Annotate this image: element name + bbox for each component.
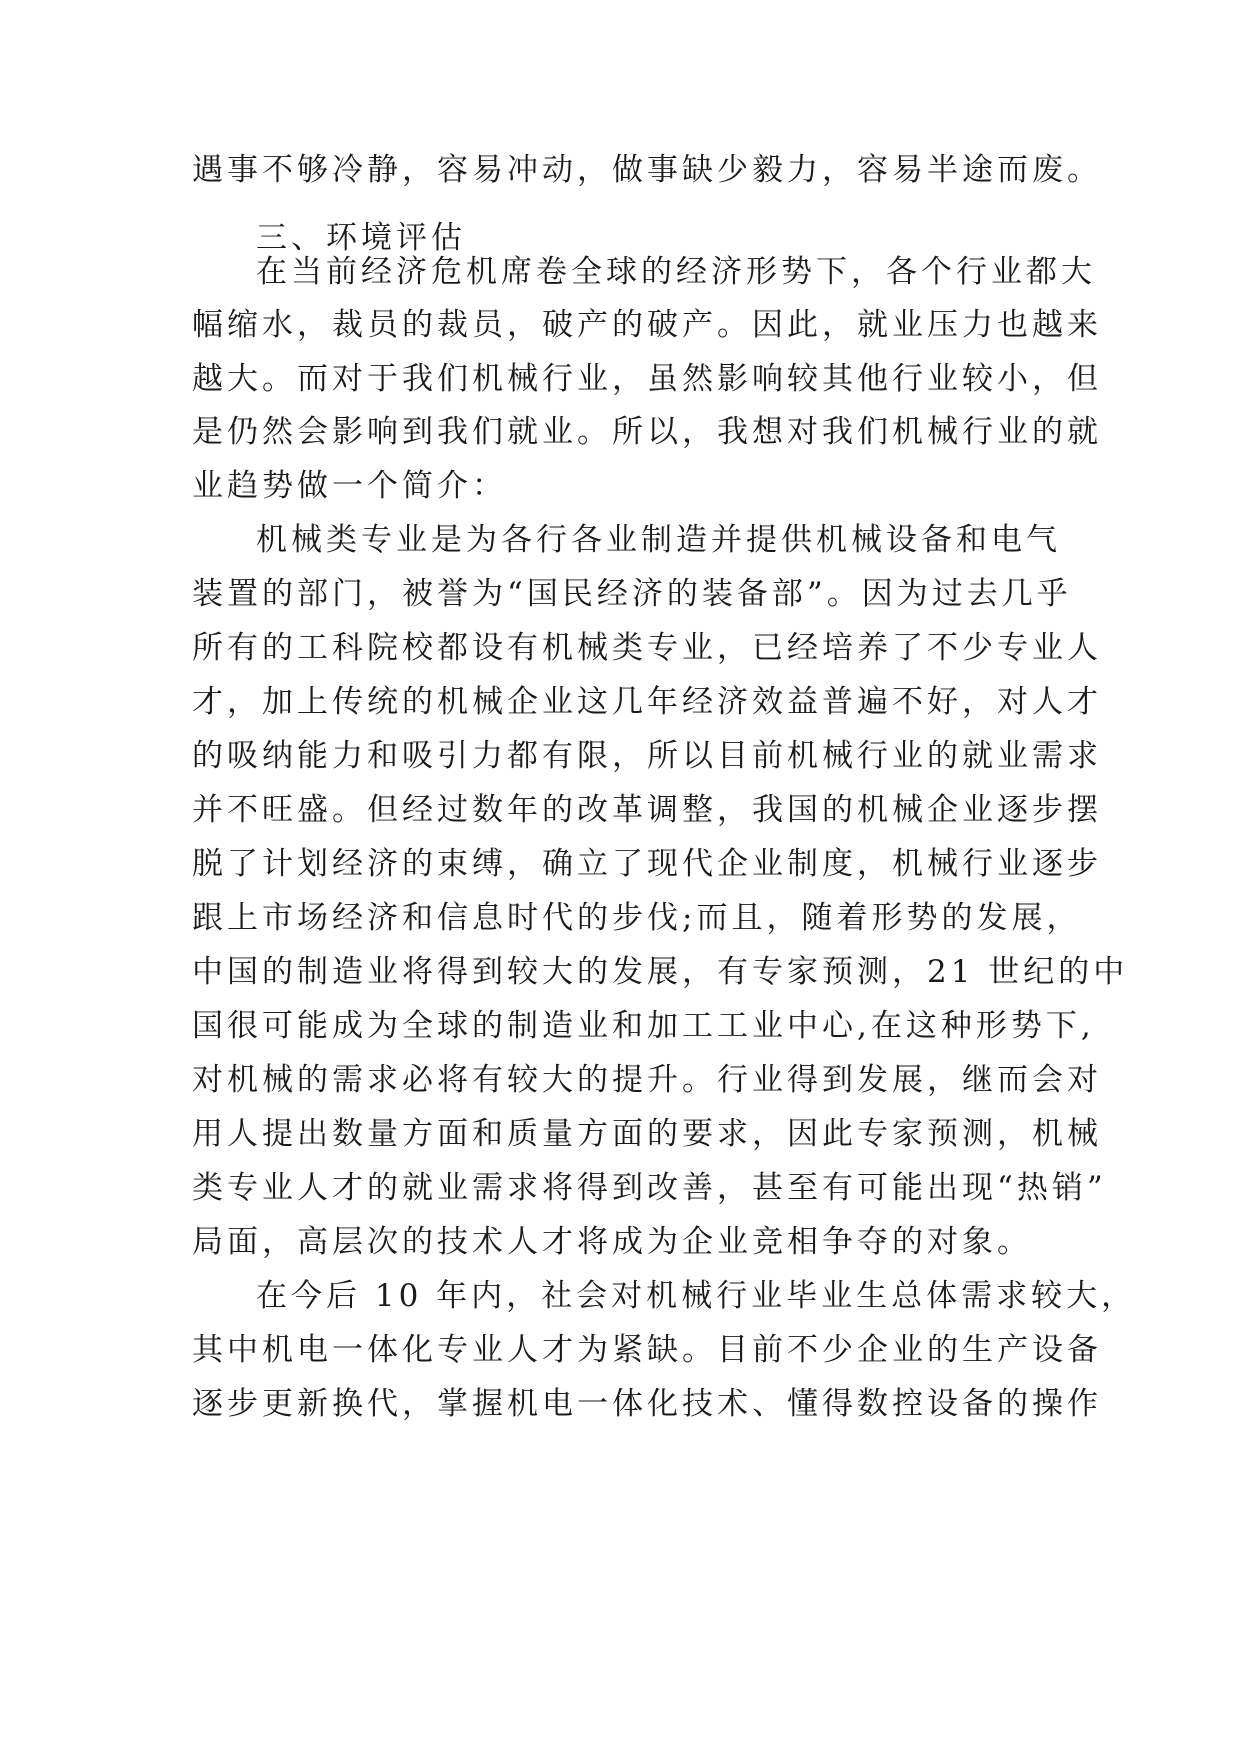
text-line-15: 跟上市场经济和信息时代的步伐;而且，随着形势的发展， (192, 900, 1082, 936)
text-line-7: 业趋势做一个简介： (192, 468, 507, 504)
text-line-6: 是仍然会影响到我们就业。所以，我想对我们机械行业的就 (192, 414, 1102, 450)
text-line-8: 机械类专业是为各行各业制造并提供机械设备和电气 (256, 522, 1061, 558)
text-line-23: 其中机电一体化专业人才为紧缺。目前不少企业的生产设备 (192, 1332, 1102, 1368)
text-line-17: 国很可能成为全球的制造业和加工工业中心,在这种形势下, (192, 1008, 1095, 1044)
text-line-18: 对机械的需求必将有较大的提升。行业得到发展，继而会对 (192, 1062, 1102, 1098)
text-line-1: 遇事不够冷静，容易冲动，做事缺少毅力，容易半途而废。 (192, 152, 1102, 188)
text-line-24: 逐步更新换代，掌握机电一体化技术、懂得数控设备的操作 (192, 1386, 1102, 1422)
text-line-14: 脱了计划经济的束缚，确立了现代企业制度，机械行业逐步 (192, 846, 1102, 882)
text-line-5: 越大。而对于我们机械行业，虽然影响较其他行业较小，但 (192, 361, 1102, 397)
text-line-4: 幅缩水，裁员的裁员，破产的破产。因此，就业压力也越来 (192, 307, 1102, 343)
text-line-9: 装置的部门，被誉为“国民经济的装备部”。因为过去几乎 (192, 576, 1072, 612)
text-line-3: 在当前经济危机席卷全球的经济形势下，各个行业都大 (256, 254, 1096, 290)
text-line-20: 类专业人才的就业需求将得到改善，甚至有可能出现“热销” (192, 1170, 1107, 1206)
text-line-11: 才，加上传统的机械企业这几年经济效益普遍不好，对人才 (192, 684, 1102, 720)
text-line-12: 的吸纳能力和吸引力都有限，所以目前机械行业的就业需求 (192, 738, 1102, 774)
section-heading-environment: 三、环境评估 (256, 220, 466, 256)
text-line-22: 在今后 10 年内，社会对机械行业毕业生总体需求较大， (256, 1278, 1137, 1314)
text-line-13: 并不旺盛。但经过数年的改革调整，我国的机械企业逐步摆 (192, 792, 1102, 828)
text-line-16: 中国的制造业将得到较大的发展，有专家预测，21 世纪的中 (192, 954, 1129, 990)
text-line-10: 所有的工科院校都设有机械类专业，已经培养了不少专业人 (192, 630, 1102, 666)
text-line-21: 局面，高层次的技术人才将成为企业竞相争夺的对象。 (192, 1224, 1032, 1260)
text-line-19: 用人提出数量方面和质量方面的要求，因此专家预测，机械 (192, 1116, 1102, 1152)
